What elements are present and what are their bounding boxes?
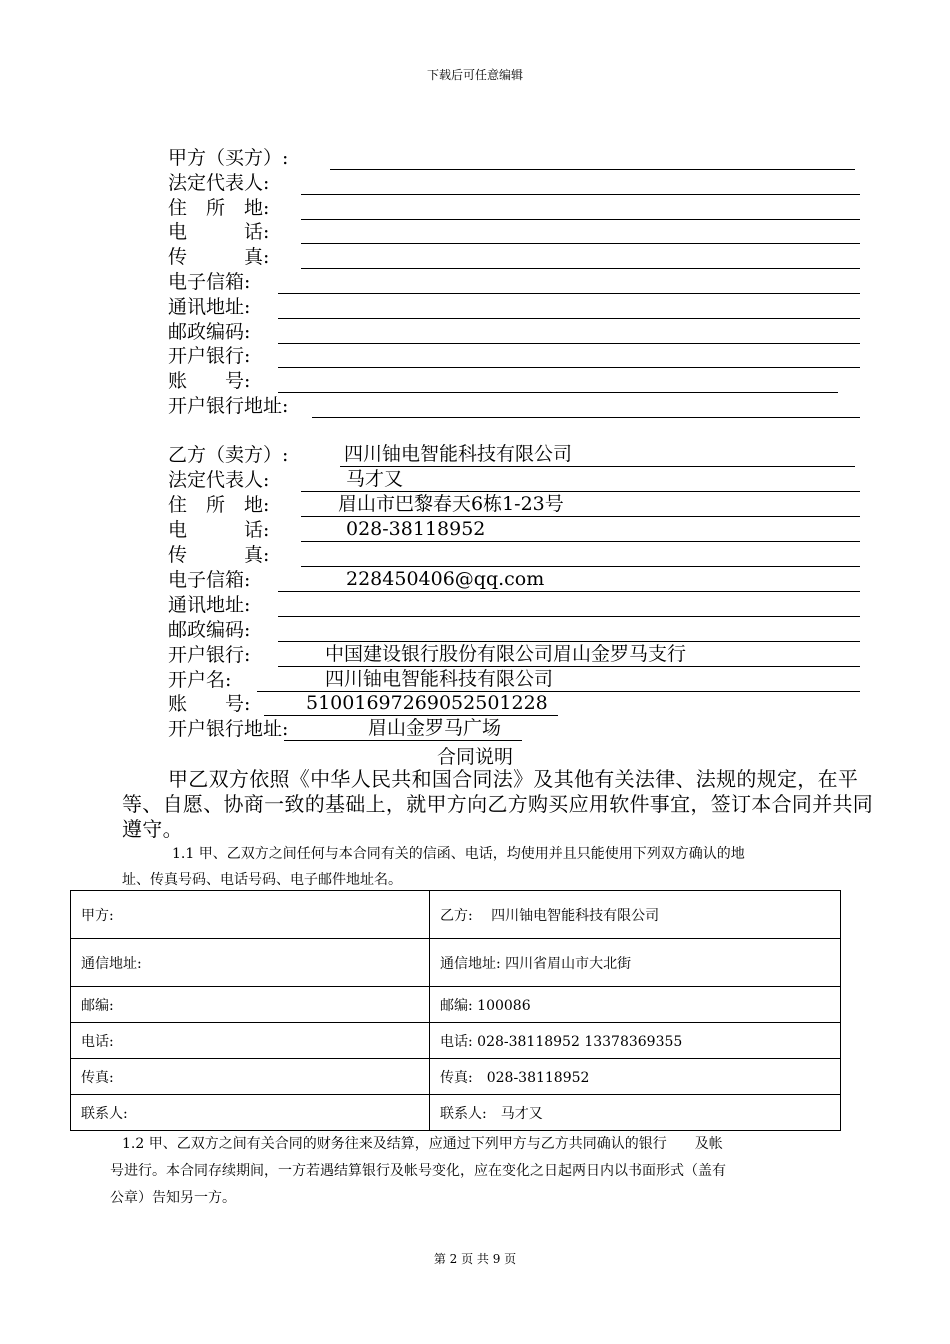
party-b-cell: 传真: 028-38118952: [430, 1059, 841, 1095]
contact-info-table: [70, 890, 841, 1131]
party-a-cell: 传真:: [71, 1059, 430, 1095]
field-line: [330, 146, 855, 170]
party-a-cell: 电话:: [71, 1023, 430, 1059]
field-value: 眉山市巴黎春天6栋1-23号: [338, 493, 564, 515]
party-a-cell: 通信地址:: [71, 939, 430, 987]
clause-1-1-line1: 1.1 甲、乙双方之间任何与本合同有关的信函、电话，均使用并且只能使用下列双方确认的地: [172, 846, 745, 862]
field-label: 通讯地址:: [168, 594, 251, 616]
field-label: 开户银行:: [168, 345, 251, 367]
field-label: 法定代表人:: [168, 469, 270, 491]
field-line: [301, 171, 860, 195]
field-value: 眉山金罗马广场: [368, 717, 502, 739]
party-b-cell: 通信地址: 四川省眉山市大北街: [430, 939, 841, 987]
clause-1-2-line3: 公章）告知另一方。: [110, 1190, 236, 1206]
party-b-cell: 乙方: 四川铀电智能科技有限公司: [430, 891, 841, 939]
field-label: 通讯地址:: [168, 296, 251, 318]
contract-title: 合同说明: [436, 746, 513, 768]
field-label: 开户银行地址:: [168, 718, 289, 740]
field-line: [278, 369, 838, 393]
field-line: [278, 270, 860, 294]
field-label: 邮政编码:: [168, 321, 251, 343]
field-line: [301, 245, 860, 269]
field-label: 开户名:: [168, 669, 232, 691]
field-line: [278, 320, 860, 344]
field-label: 邮政编码:: [168, 619, 251, 641]
field-line: [278, 295, 860, 319]
field-label: 乙方（卖方）:: [168, 444, 289, 466]
table-row: [71, 1023, 841, 1059]
field-label: 电 话:: [168, 519, 270, 541]
field-line: [301, 220, 860, 244]
field-value: 028-38118952: [346, 518, 486, 540]
field-label: 传 真:: [168, 544, 270, 566]
field-label: 住 所 地:: [168, 197, 270, 219]
party-b-cell: 电话: 028-38118952 13378369355: [430, 1023, 841, 1059]
field-label: 电子信箱:: [168, 569, 251, 591]
field-label: 住 所 地:: [168, 494, 270, 516]
field-line: [312, 394, 860, 418]
clause-1-1-line2: 址、传真号码、电话号码、电子邮件地址名。: [122, 872, 402, 888]
field-label: 电 话:: [168, 221, 270, 243]
contract-intro: 甲乙双方依照《中华人民共和国合同法》及其他有关法律、法规的规定，在平等、自愿、协商一致的基础上，就甲方向乙方购买应用软件事宜，签订本合同并共同遵守。: [122, 767, 874, 841]
table-row: [71, 939, 841, 987]
field-line: [278, 618, 860, 642]
field-label: 甲方（买方）:: [168, 147, 289, 169]
field-label: 开户银行地址:: [168, 395, 289, 417]
field-label: 电子信箱:: [168, 271, 251, 293]
field-line: [278, 344, 860, 368]
field-line: [278, 593, 860, 617]
table-row: [71, 987, 841, 1023]
field-value: 51001697269052501228: [306, 692, 548, 714]
field-label: 账 号:: [168, 370, 251, 392]
field-value: 马才又: [346, 468, 404, 490]
party-a-cell: 联系人:: [71, 1095, 430, 1131]
clause-1-2-line2: 号进行。本合同存续期间，一方若遇结算银行及帐号变化，应在变化之日起两日内以书面形式（盖有: [110, 1163, 726, 1179]
field-label: 账 号:: [168, 693, 251, 715]
table-row: [71, 891, 841, 939]
page-header-note: 下载后可任意编辑: [426, 68, 523, 82]
field-line: [301, 196, 860, 220]
field-label: 开户银行:: [168, 644, 251, 666]
page-number: 第 2 页 共 9 页: [433, 1252, 517, 1266]
field-label: 传 真:: [168, 246, 270, 268]
field-line: [301, 543, 860, 567]
party-b-cell: 邮编: 100086: [430, 987, 841, 1023]
party-a-cell: 甲方:: [71, 891, 430, 939]
party-a-cell: 邮编:: [71, 987, 430, 1023]
field-value: 四川铀电智能科技有限公司: [344, 443, 573, 465]
party-b-cell: 联系人: 马才又: [430, 1095, 841, 1131]
field-value: 中国建设银行股份有限公司眉山金罗马支行: [325, 643, 687, 665]
field-value: 228450406@qq.com: [346, 568, 545, 590]
table-row: [71, 1095, 841, 1131]
clause-1-2-line1: 1.2 甲、乙双方之间有关合同的财务往来及结算，应通过下列甲方与乙方共同确认的银行 及帐: [122, 1136, 723, 1152]
table-row: [71, 1059, 841, 1095]
field-value: 四川铀电智能科技有限公司: [325, 668, 554, 690]
field-label: 法定代表人:: [168, 172, 270, 194]
